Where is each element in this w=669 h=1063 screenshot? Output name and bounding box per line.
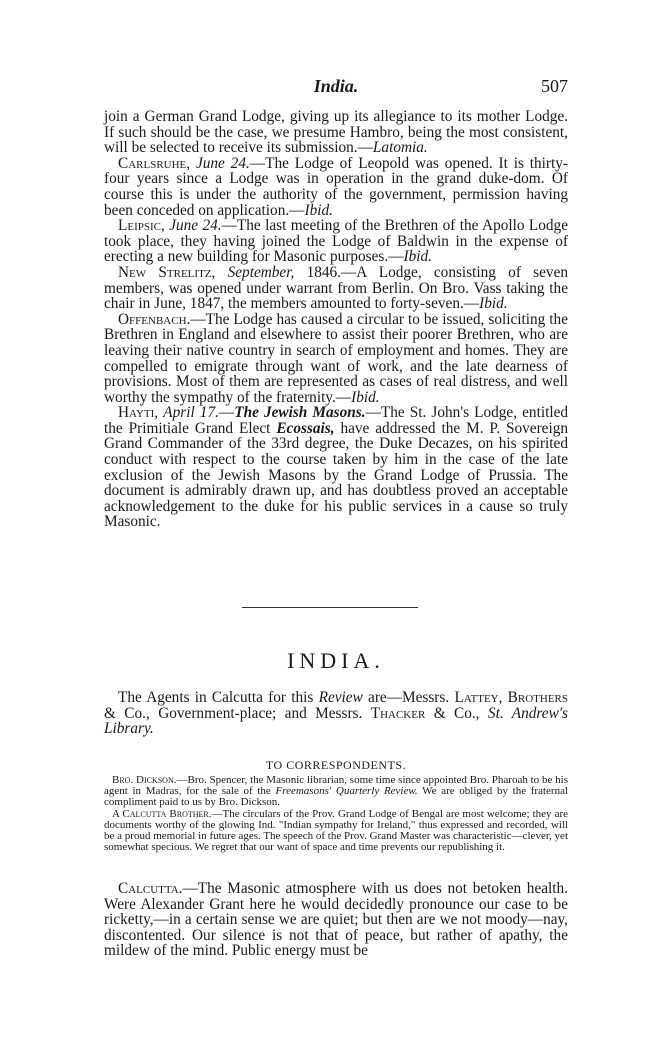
section-title: INDIA. bbox=[287, 648, 385, 673]
agents-notice bbox=[104, 690, 568, 737]
calcutta-column bbox=[104, 881, 568, 959]
paragraph-hayti: Hayti, April 17.—The Jewish Masons.—The St. John's Lodge, entitled the Primitiale Grand Elect Ecossais, have addressed the M. P. Sovereign Grand Commander of the 33rd degree, the Duke Decazes, on his spirited conduct with respect to the course taken by him in the case of the late exclusion of the Jewish Masons by the Grand Lodge of Prussia. The document is admirably drawn up, and has doubtless proved an acceptable acknowledgement to the duke for his public services in a cause so truly Masonic. bbox=[104, 404, 569, 531]
paragraph-leipsic: Leipsic, June 24.—The last meeting of the Brethren of the Apollo Lodge took place, they having joined the Lodge of Baldwin in the expense of erecting a new building for Masonic purposes.—Ibid. bbox=[104, 217, 568, 266]
paragraph-agents: The Agents in Calcutta for this Review are—Messrs. Lattey, Brothers & Co., Government-place; and Messrs. Thacker & Co., St. Andrew's Library. bbox=[104, 689, 569, 738]
paragraph-continuation: join a German Grand Lodge, giving up its allegiance to its mother Lodge. If such should be the case, we presume Hambro, being the most consistent, will be selected to receive its submission.—Latomia. bbox=[104, 108, 568, 157]
running-head-title: India. bbox=[313, 76, 359, 96]
correspondents-heading: TO CORRESPONDENTS. bbox=[265, 758, 407, 772]
german-lodges-column bbox=[104, 109, 568, 530]
note-calcutta-brother: A Calcutta Brother.—The circulars of the Prov. Grand Lodge of Bengal are most welcome; they are documents worthy of the glowing Ind. "Indian sympathy for Ireland," thus expressed and recorded, will be a proud memorial in future ages. The speech of the Prov. Grand Master was characteristic—clever, yet somewhat specious. We regret that our want of space and time prevents our republishing it. bbox=[104, 807, 569, 854]
paragraph-carlsruhe: Carlsruhe, June 24.—The Lodge of Leopold was opened. It is thirty-four years since a Lodge was in operation in the grand duke-dom. Of course this is under the authority of the government, permission having been conceded on application.—Ibid. bbox=[104, 154, 568, 219]
note-dickson: Bro. Dickson.—Bro. Spencer, the Masonic librarian, some time since appointed Bro. Pharoah to be his agent in Madras, for the sale of the Freemasons' Quarterly Review. We are obliged by the fraternal compliment paid to us by Bro. Dickson. bbox=[104, 774, 569, 809]
paragraph-offenbach: Offenbach.—The Lodge has caused a circular to be issued, soliciting the Brethren in England and elsewhere to assist their poorer Brethren, who are leaving their native country in search of employment and homes. They are compelled to emigrate through want of work, and the late dearness of provisions. Most of them are represented as cases of real distress, and well worthy the sympathy of the fraternity.—Ibid. bbox=[104, 310, 568, 406]
section-divider bbox=[242, 607, 418, 608]
paragraph-calcutta: Calcutta.—The Masonic atmosphere with us does not betoken health. Were Alexander Grant here he would decidedly pronounce our case to be ricketty,—in a certain sense we are quiet; but then are we not moody—nay, discontented. Our silence is not that of peace, but rather of apathy, the mildew of the mind. Public energy must be bbox=[104, 880, 568, 960]
paragraph-new-strelitz: New Strelitz, September, 1846.—A Lodge, consisting of seven members, was opened under warrant from Berlin. On Bro. Vass taking the chair in June, 1847, the members amounted to forty-seven.—Ibid. bbox=[104, 263, 569, 313]
running-head bbox=[104, 76, 568, 102]
correspondents-notes bbox=[104, 775, 568, 853]
page-number: 507 bbox=[541, 76, 568, 96]
